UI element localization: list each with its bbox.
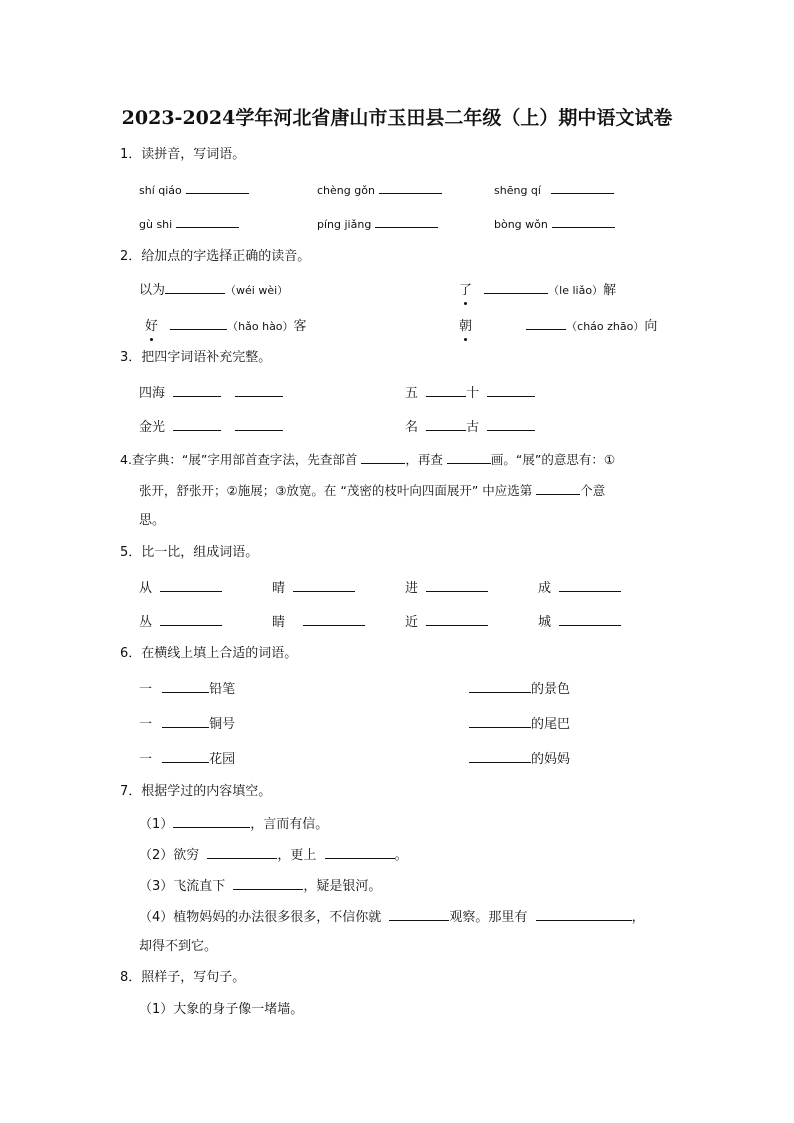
answer-blank[interactable] [293,578,355,592]
pinyin: chèng gǒn [317,184,375,197]
q2-item-4 [459,316,657,336]
idiom-part: 五 [405,386,419,401]
dotted-char: 好 [145,319,159,334]
q6-word: 的景色 [531,682,571,697]
answer-blank[interactable] [484,280,548,294]
q7-sub-2 [139,845,408,865]
answer-blank[interactable] [426,383,466,397]
answer-blank[interactable] [379,180,442,194]
q6-word: 铜号 [209,717,236,732]
pinyin: gù shi [139,218,173,231]
answer-blank[interactable] [233,876,303,890]
char: 睛 [272,615,286,630]
answer-blank[interactable] [487,383,535,397]
q6-heading: 6．在横线上填上合适的词语。 [120,646,298,661]
q6-right-item [469,714,570,734]
answer-blank[interactable] [160,612,222,626]
idiom-part: 金光 [139,420,166,435]
q7-sub-1 [139,814,328,834]
pinyin: shí qiáo [139,184,182,197]
page-title: 2023-2024学年河北省唐山市玉田县二年级（上）期中语文试卷 [121,107,673,129]
q7-text: （1） [139,817,174,832]
q2-item-2 [459,280,616,300]
q7-text: （2）欲穷 [139,848,200,863]
q5-item [538,578,621,598]
pinyin: shēng qí [494,184,541,197]
q2-word: 客 [293,319,307,334]
answer-blank[interactable] [165,280,225,294]
answer-blank[interactable] [426,578,488,592]
q1-item-6 [494,214,615,234]
q7-text: ， [631,910,645,925]
char: 成 [538,581,552,596]
answer-blank[interactable] [426,417,466,431]
q4-line-3: 思。 [139,513,166,528]
answer-blank[interactable] [551,180,614,194]
q7-sub-3 [139,876,381,896]
q5-item [272,612,365,632]
answer-blank[interactable] [469,679,531,693]
q3-heading: 3．把四字词语补充完整。 [120,350,272,365]
q7-text: 观察。那里有 [449,910,528,925]
q4-text: 4.查字典：“展”字用部首查字法，先查部首 [120,452,358,467]
q2-item-3 [145,316,307,336]
answer-blank[interactable] [559,612,621,626]
q6-word: 一 [139,682,153,697]
char: 丛 [139,615,153,630]
answer-blank[interactable] [162,679,209,693]
q6-word: 一 [139,752,153,767]
answer-blank[interactable] [235,417,283,431]
q7-heading: 7．根据学过的内容填空。 [120,784,272,799]
q3-item-3 [139,417,283,437]
q6-word: 花园 [209,752,236,767]
q2-options: （wéi wèi） [225,284,289,297]
q2-heading: 2．给加点的字选择正确的读音。 [120,249,311,264]
q3-item-2 [405,383,535,403]
answer-blank[interactable] [389,907,449,921]
q5-item [139,612,222,632]
answer-blank[interactable] [469,749,531,763]
q6-left-item [139,714,235,734]
answer-blank[interactable] [552,214,615,228]
q5-heading: 5．比一比，组成词语。 [120,545,259,560]
answer-blank[interactable] [173,383,221,397]
answer-blank[interactable] [162,714,209,728]
char: 城 [538,615,552,630]
q4-text: ，再查 [405,452,443,467]
char: 近 [405,615,419,630]
q7-text: ，言而有信。 [250,817,329,832]
q5-item [139,578,222,598]
q6-left-item [139,679,235,699]
q7-text: （4）植物妈妈的办法很多很多，不信你就 [139,910,382,925]
q2-item-1 [139,280,288,300]
q4-text: 个意 [580,483,606,498]
q1-item-5 [317,214,438,234]
q5-item [272,578,355,598]
q6-right-item [469,679,570,699]
answer-blank[interactable] [162,749,209,763]
q6-word: 的妈妈 [531,752,571,767]
answer-blank[interactable] [536,907,632,921]
q4-text: 画。“展”的意思有：① [490,452,616,467]
q6-word: 的尾巴 [531,717,571,732]
idiom-part: 十 [466,386,480,401]
answer-blank[interactable] [176,214,239,228]
pinyin: píng jiǎng [317,218,372,231]
q7-text: ，疑是银河。 [303,879,382,894]
q4-text: 张开，舒张开；②施展；③放宽。在 “茂密的枝叶向四面展开” 中应选第 [139,483,533,498]
idiom-part: 名 [405,420,419,435]
answer-blank[interactable] [186,180,249,194]
q5-item [405,578,488,598]
q6-word: 一 [139,717,153,732]
q2-word: 以为 [139,283,166,298]
q3-item-1 [139,383,283,403]
q2-options: （le liǎo） [548,284,604,297]
q1-item-3 [494,180,614,200]
dotted-char: 了 [459,283,473,298]
answer-blank[interactable] [160,578,222,592]
char: 晴 [272,581,286,596]
answer-blank[interactable] [361,450,405,464]
answer-blank[interactable] [447,450,491,464]
q4-line-2 [139,481,605,500]
q1-heading: 1．读拼音，写词语。 [120,147,246,162]
q7-text: ，更上 [277,848,317,863]
q2-word: 向 [644,319,658,334]
q8-heading: 8．照样子，写句子。 [120,970,246,985]
q4-line-1 [120,450,615,469]
answer-blank[interactable] [559,578,621,592]
q7-text: （3）飞流直下 [139,879,226,894]
q8-sub-1: （1）大象的身子像一堵墙。 [139,1002,304,1017]
q6-word: 铅笔 [209,682,236,697]
q7-sub-4-cont: 却得不到它。 [139,939,218,954]
q1-item-2 [317,180,442,200]
answer-blank[interactable] [235,383,283,397]
q6-right-item [469,749,570,769]
q3-item-4 [405,417,535,437]
answer-blank[interactable] [469,714,531,728]
answer-blank[interactable] [173,814,250,828]
q7-sub-4 [139,907,645,927]
answer-blank[interactable] [536,481,580,495]
pinyin: bòng wǒn [494,218,548,231]
q2-options: （hǎo hào） [227,320,294,333]
q5-item [538,612,621,632]
answer-blank[interactable] [303,612,365,626]
answer-blank[interactable] [526,316,566,330]
answer-blank[interactable] [426,612,488,626]
q6-left-item [139,749,235,769]
answer-blank[interactable] [487,417,535,431]
answer-blank[interactable] [375,214,438,228]
q7-text: 。 [394,848,408,863]
q1-item-1 [139,180,249,200]
char: 进 [405,581,419,596]
q2-word: 解 [603,283,617,298]
char: 从 [139,581,153,596]
dotted-char: 朝 [459,319,473,334]
q5-item [405,612,488,632]
answer-blank[interactable] [173,417,221,431]
q2-options: （cháo zhāo） [566,320,645,333]
q1-item-4 [139,214,239,234]
idiom-part: 四海 [139,386,166,401]
answer-blank[interactable] [325,845,395,859]
answer-blank[interactable] [207,845,277,859]
idiom-part: 古 [466,420,480,435]
answer-blank[interactable] [170,316,227,330]
